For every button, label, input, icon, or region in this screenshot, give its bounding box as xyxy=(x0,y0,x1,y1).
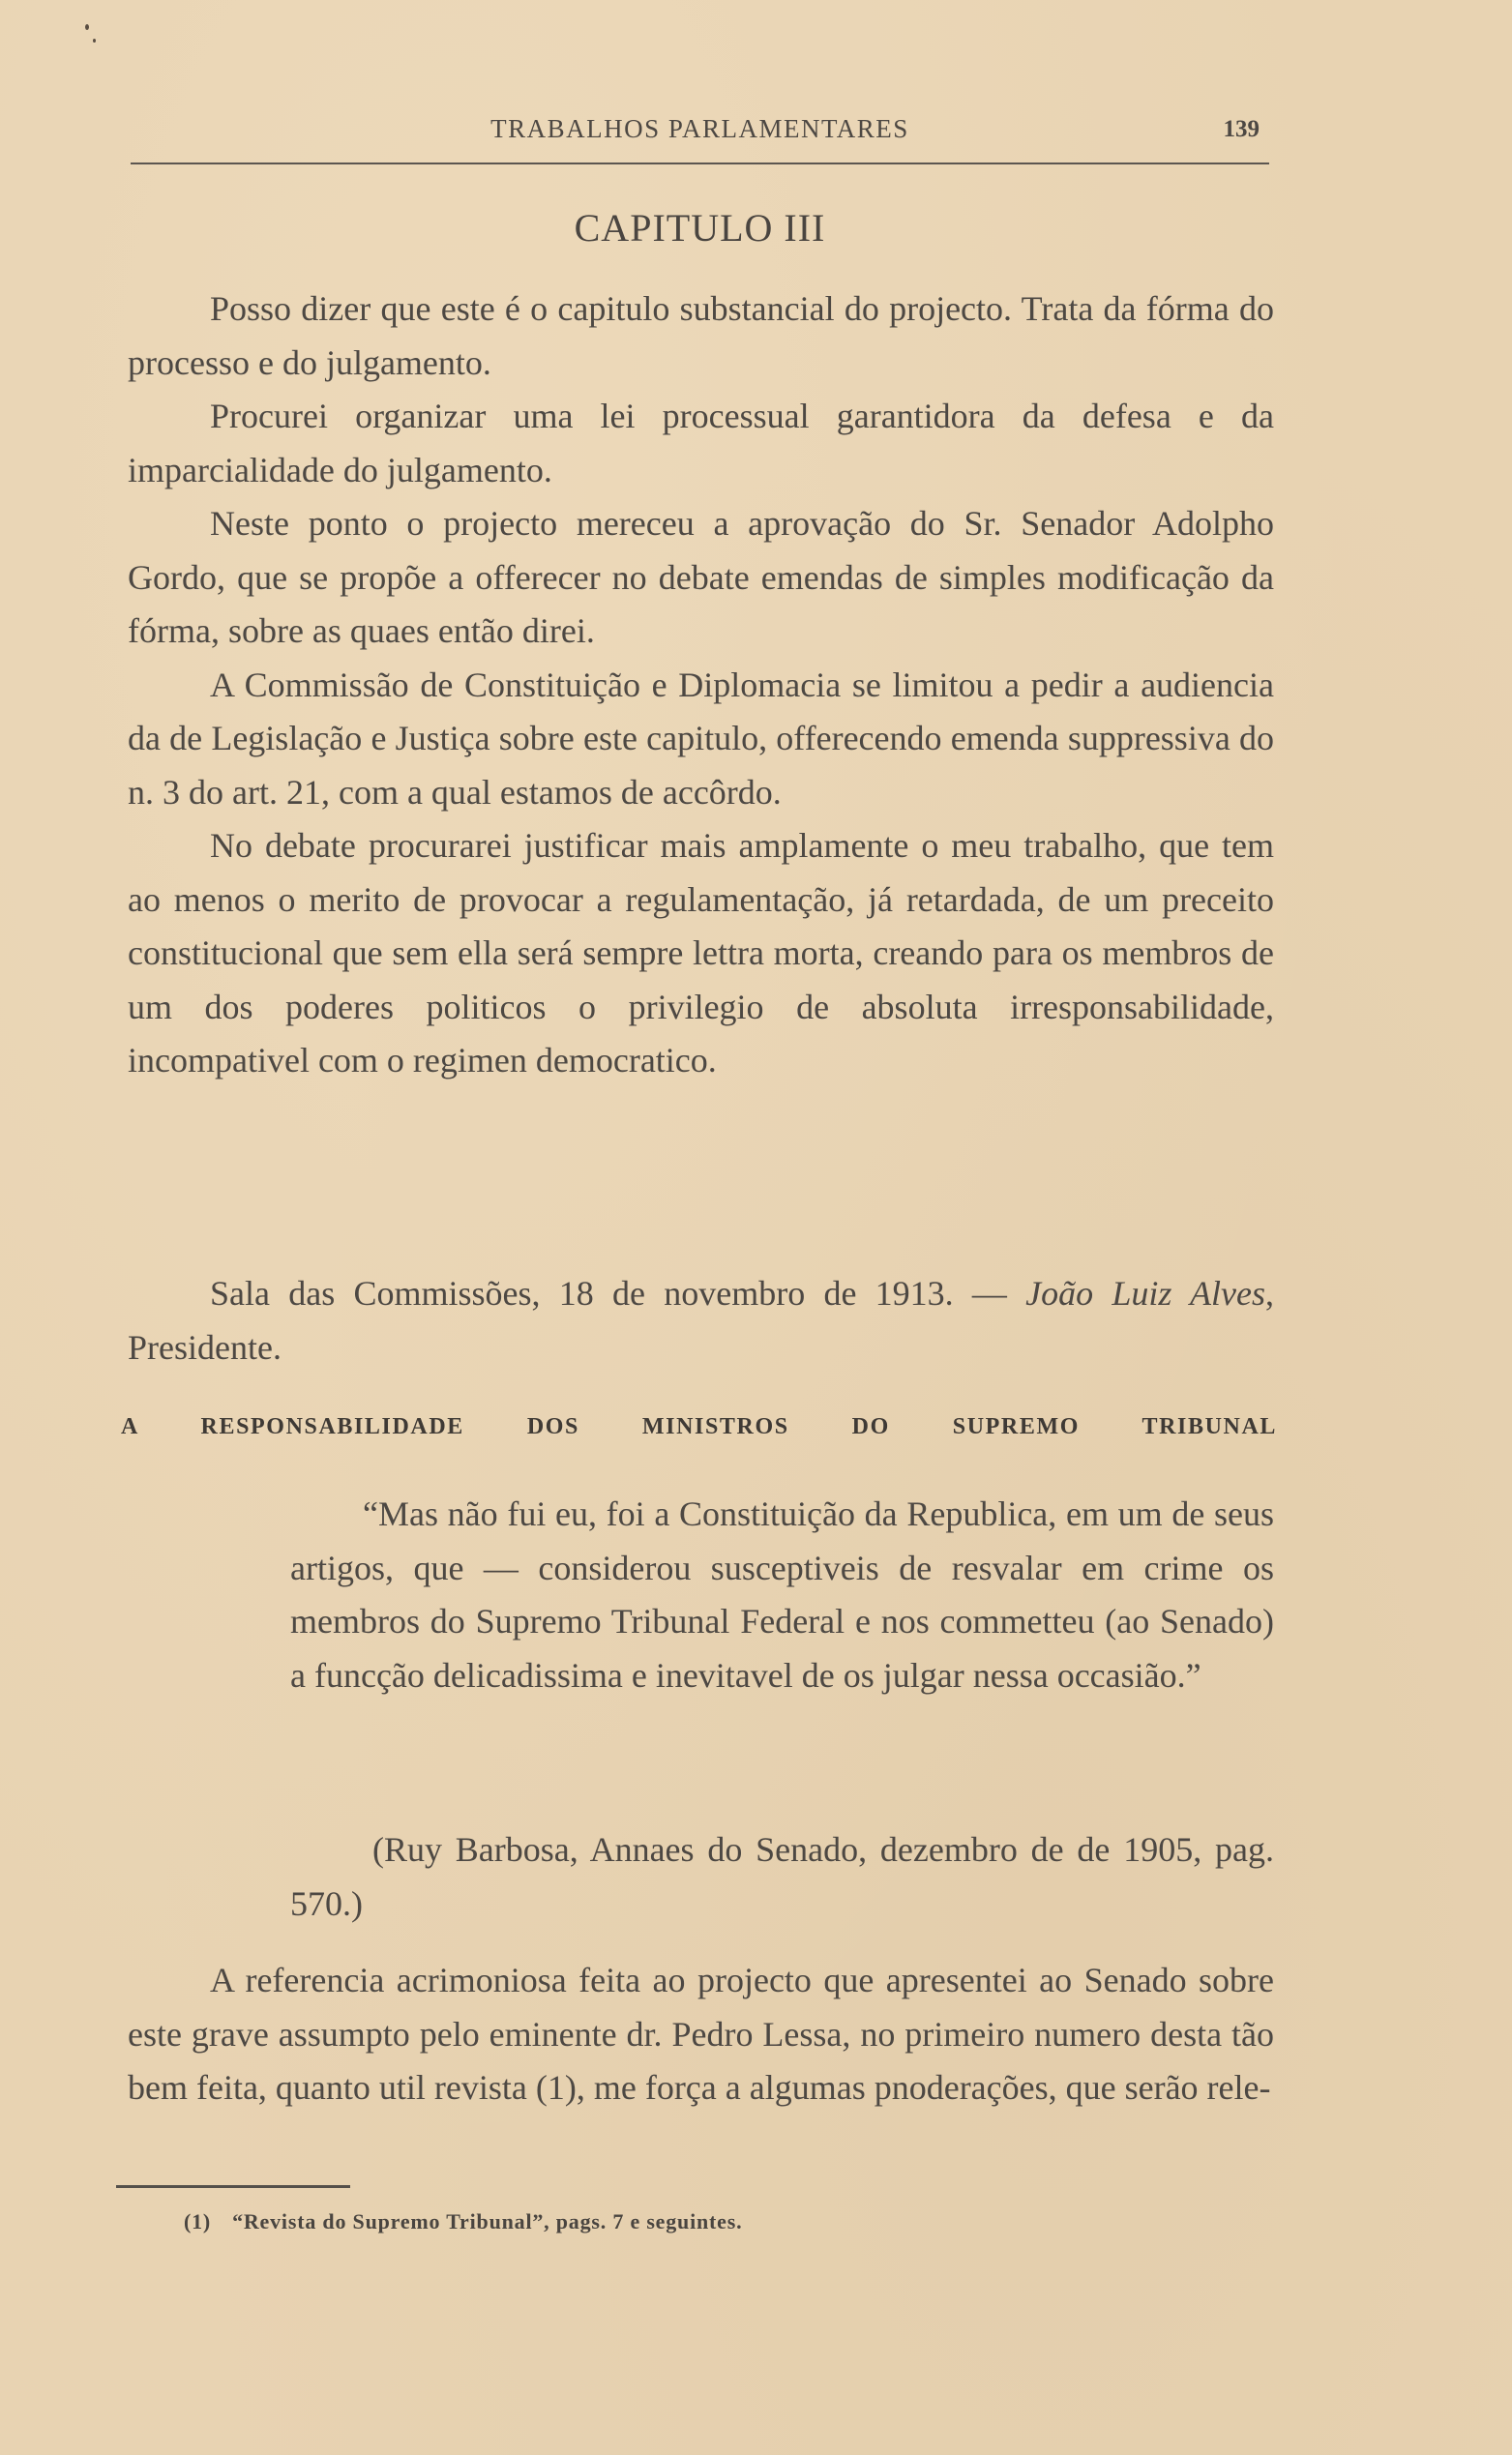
footnote-mark: (1) xyxy=(184,2209,212,2233)
paper-speck xyxy=(93,39,96,43)
running-title: TRABALHOS PARLAMENTARES xyxy=(490,114,909,143)
chapter-title: CAPITULO III xyxy=(574,206,826,250)
running-head xyxy=(131,114,1269,153)
paper-speck xyxy=(85,24,89,30)
quote-citation: (Ruy Barbosa, Annaes do Senado, dezembro de de 1905, pag. 570.) xyxy=(290,1830,1274,1923)
footnote-rule xyxy=(116,2185,350,2188)
paragraph: Posso dizer que este é o capitulo substancial do projecto. Trata da fórma do processo e do julgamento. xyxy=(128,289,1274,382)
paragraph: Procurei organizar uma lei processual garantidora da defesa e da imparcialidade do julgamento. xyxy=(128,397,1274,489)
paragraph: Neste ponto o projecto mereceu a aprovação do Sr. Senador Adolpho Gordo, que se propõe a offerecer no debate emendas de simples modificação da fórma, sobre as quaes então direi. xyxy=(128,504,1274,650)
section-heading: A RESPONSABILIDADE DOS MINISTROS DO SUPREMO TRIBUNAL xyxy=(121,1414,1277,1439)
signatory-role: , Presidente. xyxy=(128,1274,1274,1367)
signatory-name: João Luiz Alves xyxy=(1025,1274,1265,1313)
footnote-text: “Revista do Supremo Tribunal”, pags. 7 e seguintes. xyxy=(232,2209,743,2233)
quote-text: “Mas não fui eu, foi a Constituição da Republica, em um de seus artigos, que — considerou susceptiveis de resvalar em crime os membros do Supremo Tribunal Federal e nos commetteu (ao Senado) a funcção delicadissima e inevitavel de os julgar nessa occasião.” xyxy=(290,1494,1274,1695)
paragraph: No debate procurarei justificar mais amplamente o meu trabalho, que tem ao menos o merito de provocar a regulamentação, já retardada, de um preceito constitucional que sem ella será sempre lettra morta, creando para os membros de um dos poderes politicos o privilegio de absoluta irresponsabilidade, incompativel com o regimen democratico. xyxy=(128,826,1274,1080)
signature-line xyxy=(128,1267,1274,1375)
block-quote xyxy=(290,1488,1274,1702)
footnote xyxy=(184,2209,742,2234)
header-rule xyxy=(131,163,1269,164)
paragraph: A Commissão de Constituição e Diplomacia se limitou a pedir a audiencia da de Legislação e Justiça sobre este capitulo, offerecendo emenda suppressiva do n. 3 do art. 21, com a qual estamos de accôrdo. xyxy=(128,665,1274,812)
chapter-body xyxy=(128,282,1274,1088)
signature-text: Sala das Commissões, 18 de novembro de 1913. — xyxy=(210,1274,1026,1313)
page-number: 139 xyxy=(1223,116,1260,142)
paragraph: A referencia acrimoniosa feita ao projecto que apresentei ao Senado sobre este grave assumpto pelo eminente dr. Pedro Lessa, no primeiro numero desta tão bem feita, quanto util revista (1), me força a algumas pnoderações, que serão rele- xyxy=(128,1961,1274,2107)
